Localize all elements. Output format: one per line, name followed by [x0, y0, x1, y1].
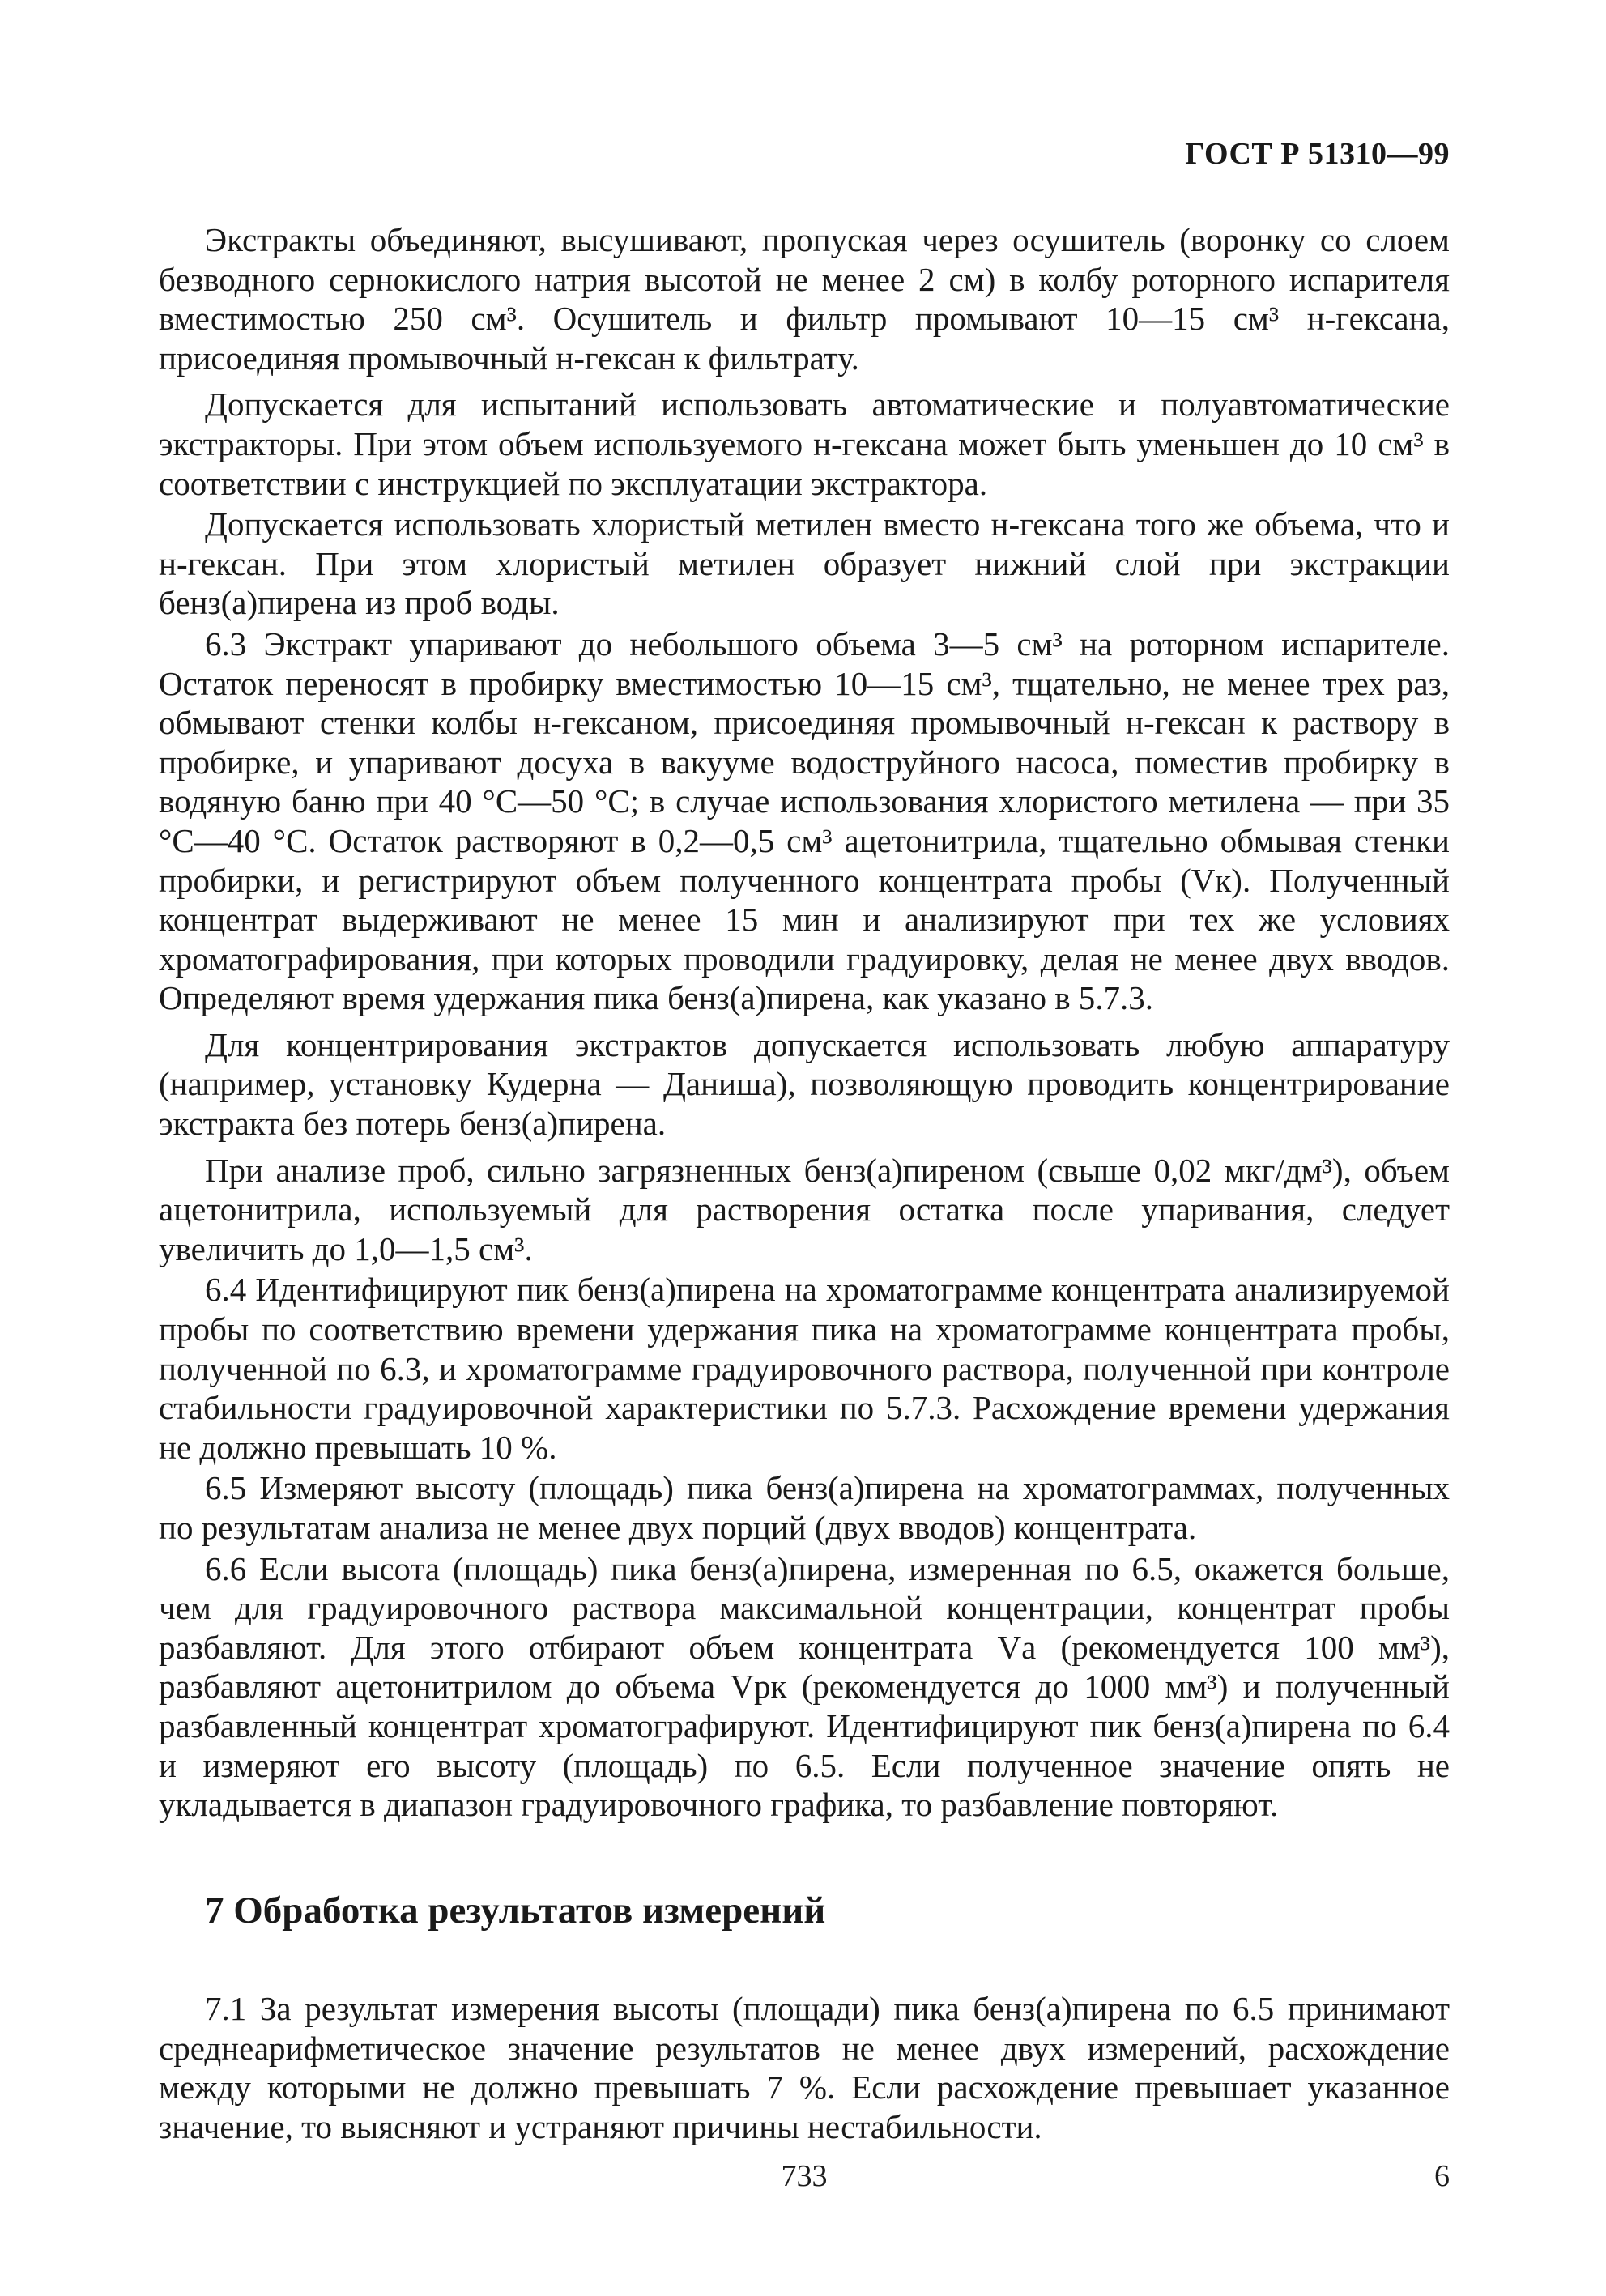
section-heading: 7 Обработка результатов измерений [205, 1889, 826, 1932]
body-text [159, 220, 1450, 1826]
paragraph-6-4: 6.4 Идентифицируют пик бенз(а)пирена на хроматограмме концентрата анализируемой пробы по соответствию времени удержания пика на хроматограмме концентрата пробы, полученной по 6.3, и хроматограмме градуировочного раствора, полученной при контроле стабильности градуировочной характеристики по 5.7.3. Расхождение времени удержания не должно превышать 10 %. [159, 1271, 1450, 1466]
paragraph-7-1: 7.1 За результат измерения высоты (площади) пика бенз(а)пирена по 6.5 принимают среднеарифметическое значение результатов не менее двух измерений, расхождение между которыми не должно превышать 7 %. Если расхождение превышает указанное значение, то выясняют и устраняют причины нестабильности. [159, 1990, 1450, 2145]
paragraph-concentration: Для концентрирования экстрактов допускается использовать любую аппаратуру (например, установку Кудерна — Даниша), позволяющую проводить концентрирование экстракта без потерь бенз(а)пирена. [159, 1025, 1450, 1143]
sheet-number: 6 [1434, 2159, 1450, 2193]
document-page [159, 0, 1450, 2296]
page-number: 733 [781, 2159, 828, 2193]
paragraph-methylene-chloride: Допускается использовать хлористый метилен вместо н-гексана того же объема, что и н-гексан. При этом хлористый метилен образует нижний слой при экстракции бенз(а)пирена из проб воды. [159, 505, 1450, 622]
section-text [159, 1989, 1450, 2148]
paragraph-polluted-samples: При анализе проб, сильно загрязненных бенз(а)пиреном (свыше 0,02 мкг/дм³), объем ацетонитрила, используемый для растворения остатка после упаривания, следует увеличить до 1,0—1,5 см³. [159, 1151, 1450, 1267]
document-code-header: ГОСТ Р 51310—99 [1185, 137, 1450, 171]
paragraph-6-6: 6.6 Если высота (площадь) пика бенз(а)пирена, измеренная по 6.5, окажется больше, чем для градуировочного раствора максимальной концентрации, концентрат пробы разбавляют. Для этого отбирают объем концентрата Vа (рекомендуется 100 мм³), разбавляют ацетонитрилом до объема Vрк (рекомендуется до 1000 мм³) и полученный разбавленный концентрат хроматографируют. Идентифицируют пик бенз(а)пирена по 6.4 и измеряют его высоту (площадь) по 6.5. Если полученное значение опять не укладывается в диапазон градуировочного графика, то разбавление повторяют. [159, 1549, 1450, 1824]
paragraph-extracts: Экстракты объединяют, высушивают, пропуская через осушитель (воронку со слоем безводного сернокислого натрия высотой не менее 2 см) в колбу роторного испарителя вместимостью 250 см³. Осушитель и фильтр промывают 10—15 см³ н-гексана, присоединяя промывочный н-гексан к фильтрату. [159, 221, 1450, 377]
paragraph-6-5: 6.5 Измеряют высоту (площадь) пика бенз(а)пирена на хроматограммах, полученных по результатам анализа не менее двух порций (двух вводов) концентрата. [159, 1469, 1450, 1546]
paragraph-6-3: 6.3 Экстракт упаривают до небольшого объема 3—5 см³ на роторном испарителе. Остаток переносят в пробирку вместимостью 10—15 см³, тщательно, не менее трех раз, обмывают стенки колбы н-гексаном, присоединяя промывочный н-гексан к раствору в пробирке, и упаривают досуха в вакууме водоструйного насоса, поместив пробирку в водяную баню при 40 °С—50 °С; в случае использования хлористого метилена — при 35 °С—40 °С. Остаток растворяют в 0,2—0,5 см³ ацетонитрила, тщательно обмывая стенки пробирки, и регистрируют объем полученного концентрата пробы (Vк). Полученный концентрат выдерживают не менее 15 мин и анализируют при тех же условиях хроматографирования, при которых проводили градуировку, делая не менее двух вводов. Определяют время удержания пика бенз(а)пирена, как указано в 5.7.3. [159, 624, 1450, 1017]
paragraph-automatic-extractors: Допускается для испытаний использовать автоматические и полуавтоматические экстракторы. При этом объем используемого н-гексана может быть уменьшен до 10 см³ в соответствии с инструкцией по эксплуатации экстрактора. [159, 386, 1450, 502]
